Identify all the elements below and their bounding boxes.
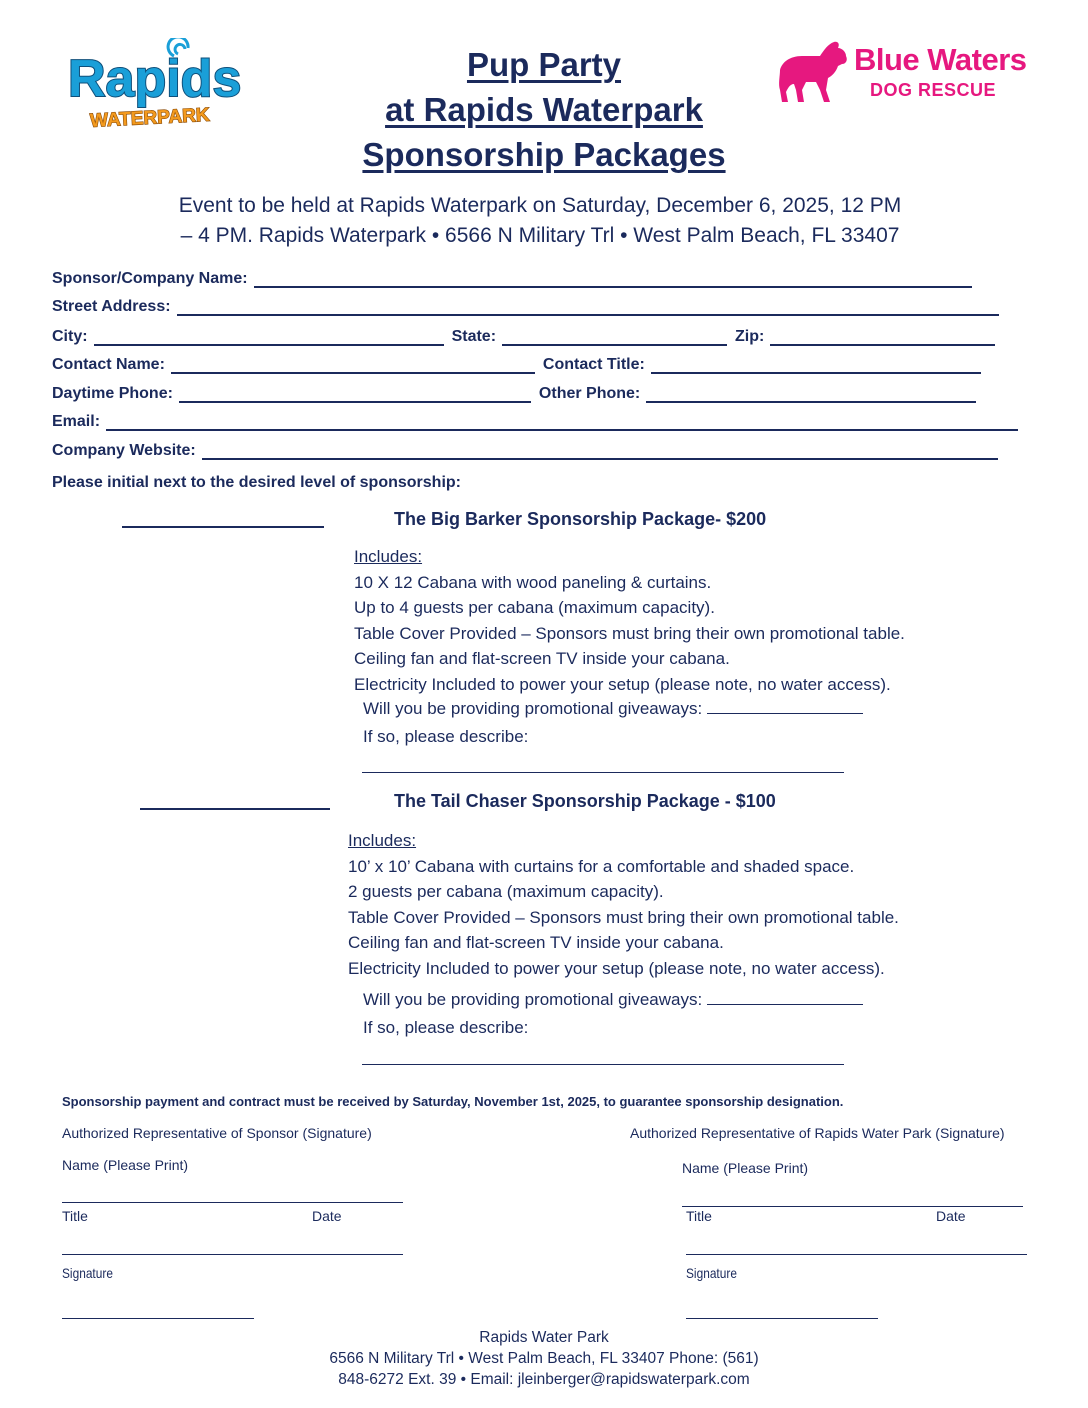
rapids-rep-heading: Authorized Representative of Rapids Water Park (Signature) — [630, 1125, 1005, 1141]
email-field[interactable] — [106, 413, 1018, 431]
sponsor-signature-field[interactable] — [62, 1306, 254, 1319]
street-address-label: Street Address: — [52, 298, 171, 315]
tail-chaser-item: Table Cover Provided – Sponsors must bring their own promotional table. — [348, 907, 899, 927]
svg-text:Rapids: Rapids — [68, 50, 241, 108]
tail-chaser-package-title: The Tail Chaser Sponsorship Package - $100 — [394, 791, 776, 811]
tail-chaser-item: Electricity Included to power your setup (please note, no water access). — [348, 958, 885, 978]
title-line-3: Sponsorship Packages — [362, 136, 726, 173]
big-barker-includes-heading: Includes: — [354, 547, 423, 566]
sponsorship-instruction-text: Please initial next to the desired level of sponsorship: — [52, 474, 461, 491]
big-barker-item: Up to 4 guests per cabana (maximum capacity). — [354, 598, 715, 617]
sponsor-title-label: Title — [62, 1208, 88, 1224]
sponsor-name-field[interactable] — [62, 1190, 403, 1203]
big-barker-item: Electricity Included to power your setup (please note, no water access). — [354, 674, 891, 694]
tail-chaser-giveaway-field[interactable] — [707, 990, 863, 1005]
daytime-phone-field[interactable] — [179, 385, 531, 403]
street-address-row — [52, 292, 999, 316]
big-barker-item: Table Cover Provided – Sponsors must bring their own promotional table. — [354, 623, 905, 643]
rapids-name-field[interactable] — [682, 1194, 1023, 1207]
footer-org-name: Rapids Water Park — [479, 1329, 609, 1346]
zip-field[interactable] — [770, 328, 995, 346]
contact-name-label: Contact Name: — [52, 356, 165, 373]
company-website-label: Company Website: — [52, 442, 196, 459]
big-barker-describe-field[interactable] — [362, 758, 844, 773]
city-label: City: — [52, 328, 88, 345]
sponsor-company-label: Sponsor/Company Name: — [52, 270, 248, 287]
svg-text:WATERPARK: WATERPARK — [89, 104, 211, 132]
big-barker-giveaway-label: Will you be providing promotional giveaways: — [363, 699, 703, 718]
tail-chaser-item: 2 guests per cabana (maximum capacity). — [348, 882, 664, 901]
tail-chaser-describe-field[interactable] — [362, 1050, 844, 1065]
tail-chaser-describe-label: If so, please describe: — [363, 1018, 529, 1037]
rapids-signature-label: Signature — [686, 1265, 737, 1281]
rapids-signature-field[interactable] — [686, 1306, 878, 1319]
big-barker-item: Ceiling fan and flat-screen TV inside your cabana. — [354, 649, 730, 668]
email-row — [52, 407, 1018, 431]
sponsor-rep-heading: Authorized Representative of Sponsor (Signature) — [62, 1125, 372, 1141]
other-phone-label: Other Phone: — [538, 385, 641, 402]
city-field[interactable] — [94, 328, 444, 346]
company-website-field[interactable] — [202, 442, 998, 460]
sponsor-signature-label: Signature — [62, 1265, 113, 1281]
rapids-waterpark-logo — [66, 38, 241, 133]
big-barker-package-title: The Big Barker Sponsorship Package- $200 — [394, 509, 767, 529]
city-state-zip-row — [52, 322, 995, 346]
zip-label: Zip: — [735, 328, 765, 345]
big-barker-initial-field[interactable] — [122, 510, 324, 528]
rapids-name-print-label: Name (Please Print) — [682, 1160, 809, 1176]
contact-name-field[interactable] — [171, 356, 535, 374]
tail-chaser-item: 10’ x 10’ Cabana with curtains for a comfortable and shaded space. — [348, 856, 855, 876]
footer-address-block — [0, 1327, 1088, 1390]
other-phone-field[interactable] — [646, 385, 976, 403]
big-barker-giveaway-question — [363, 699, 863, 719]
contact-title-label: Contact Title: — [542, 356, 645, 373]
tail-chaser-includes — [348, 828, 899, 981]
tail-chaser-initial-field[interactable] — [140, 792, 330, 810]
big-barker-includes — [354, 544, 905, 697]
footer-address-phone: 6566 N Military Trl • West Palm Beach, FL 33407 Phone: (561) — [329, 1350, 759, 1367]
email-label: Email: — [52, 413, 101, 430]
tail-chaser-includes-heading: Includes: — [348, 831, 417, 850]
sponsor-title-date-field[interactable] — [62, 1242, 403, 1255]
state-field[interactable] — [502, 328, 727, 346]
sponsorship-instruction — [52, 468, 461, 492]
big-barker-describe-label: If so, please describe: — [363, 727, 529, 746]
tail-chaser-giveaway-question — [363, 990, 863, 1010]
big-barker-giveaway-field[interactable] — [707, 699, 863, 714]
phone-row — [52, 379, 976, 403]
website-row — [52, 436, 998, 460]
contact-row — [52, 350, 981, 374]
event-intro-line-2: – 4 PM. Rapids Waterpark • 6566 N Military Trl • West Palm Beach, FL 33407 — [180, 224, 900, 247]
sponsor-company-row — [52, 264, 972, 288]
rapids-title-date-field[interactable] — [686, 1242, 1027, 1255]
contact-title-field[interactable] — [651, 356, 981, 374]
rapids-title-label: Title — [686, 1208, 712, 1224]
rapids-logo-graphic — [66, 38, 241, 133]
rapids-date-label: Date — [936, 1208, 966, 1224]
street-address-field[interactable] — [177, 298, 999, 316]
tail-chaser-giveaway-label: Will you be providing promotional giveaways: — [363, 990, 703, 1009]
tail-chaser-item: Ceiling fan and flat-screen TV inside your cabana. — [348, 933, 724, 952]
daytime-phone-label: Daytime Phone: — [52, 385, 173, 402]
title-line-1: Pup Party — [466, 46, 622, 83]
sponsor-company-field[interactable] — [254, 270, 972, 288]
blue-waters-title: Blue Waters — [854, 42, 1027, 77]
state-label: State: — [451, 328, 497, 345]
footer-extension-email: 848-6272 Ext. 39 • Email: jleinberger@rapidswaterpark.com — [338, 1371, 750, 1388]
sponsor-name-print-label: Name (Please Print) — [62, 1157, 189, 1173]
payment-deadline-note: Sponsorship payment and contract must be received by Saturday, November 1st, 2025, to guarantee sponsorship designation. — [62, 1094, 844, 1109]
event-intro-line-1: Event to be held at Rapids Waterpark on Saturday, December 6, 2025, 12 PM — [178, 194, 902, 217]
sponsor-date-label: Date — [312, 1208, 342, 1224]
title-line-2: at Rapids Waterpark — [385, 91, 703, 128]
dog-rescue-subtitle: DOG RESCUE — [870, 80, 997, 100]
big-barker-item: 10 X 12 Cabana with wood paneling & curtains. — [354, 572, 712, 592]
